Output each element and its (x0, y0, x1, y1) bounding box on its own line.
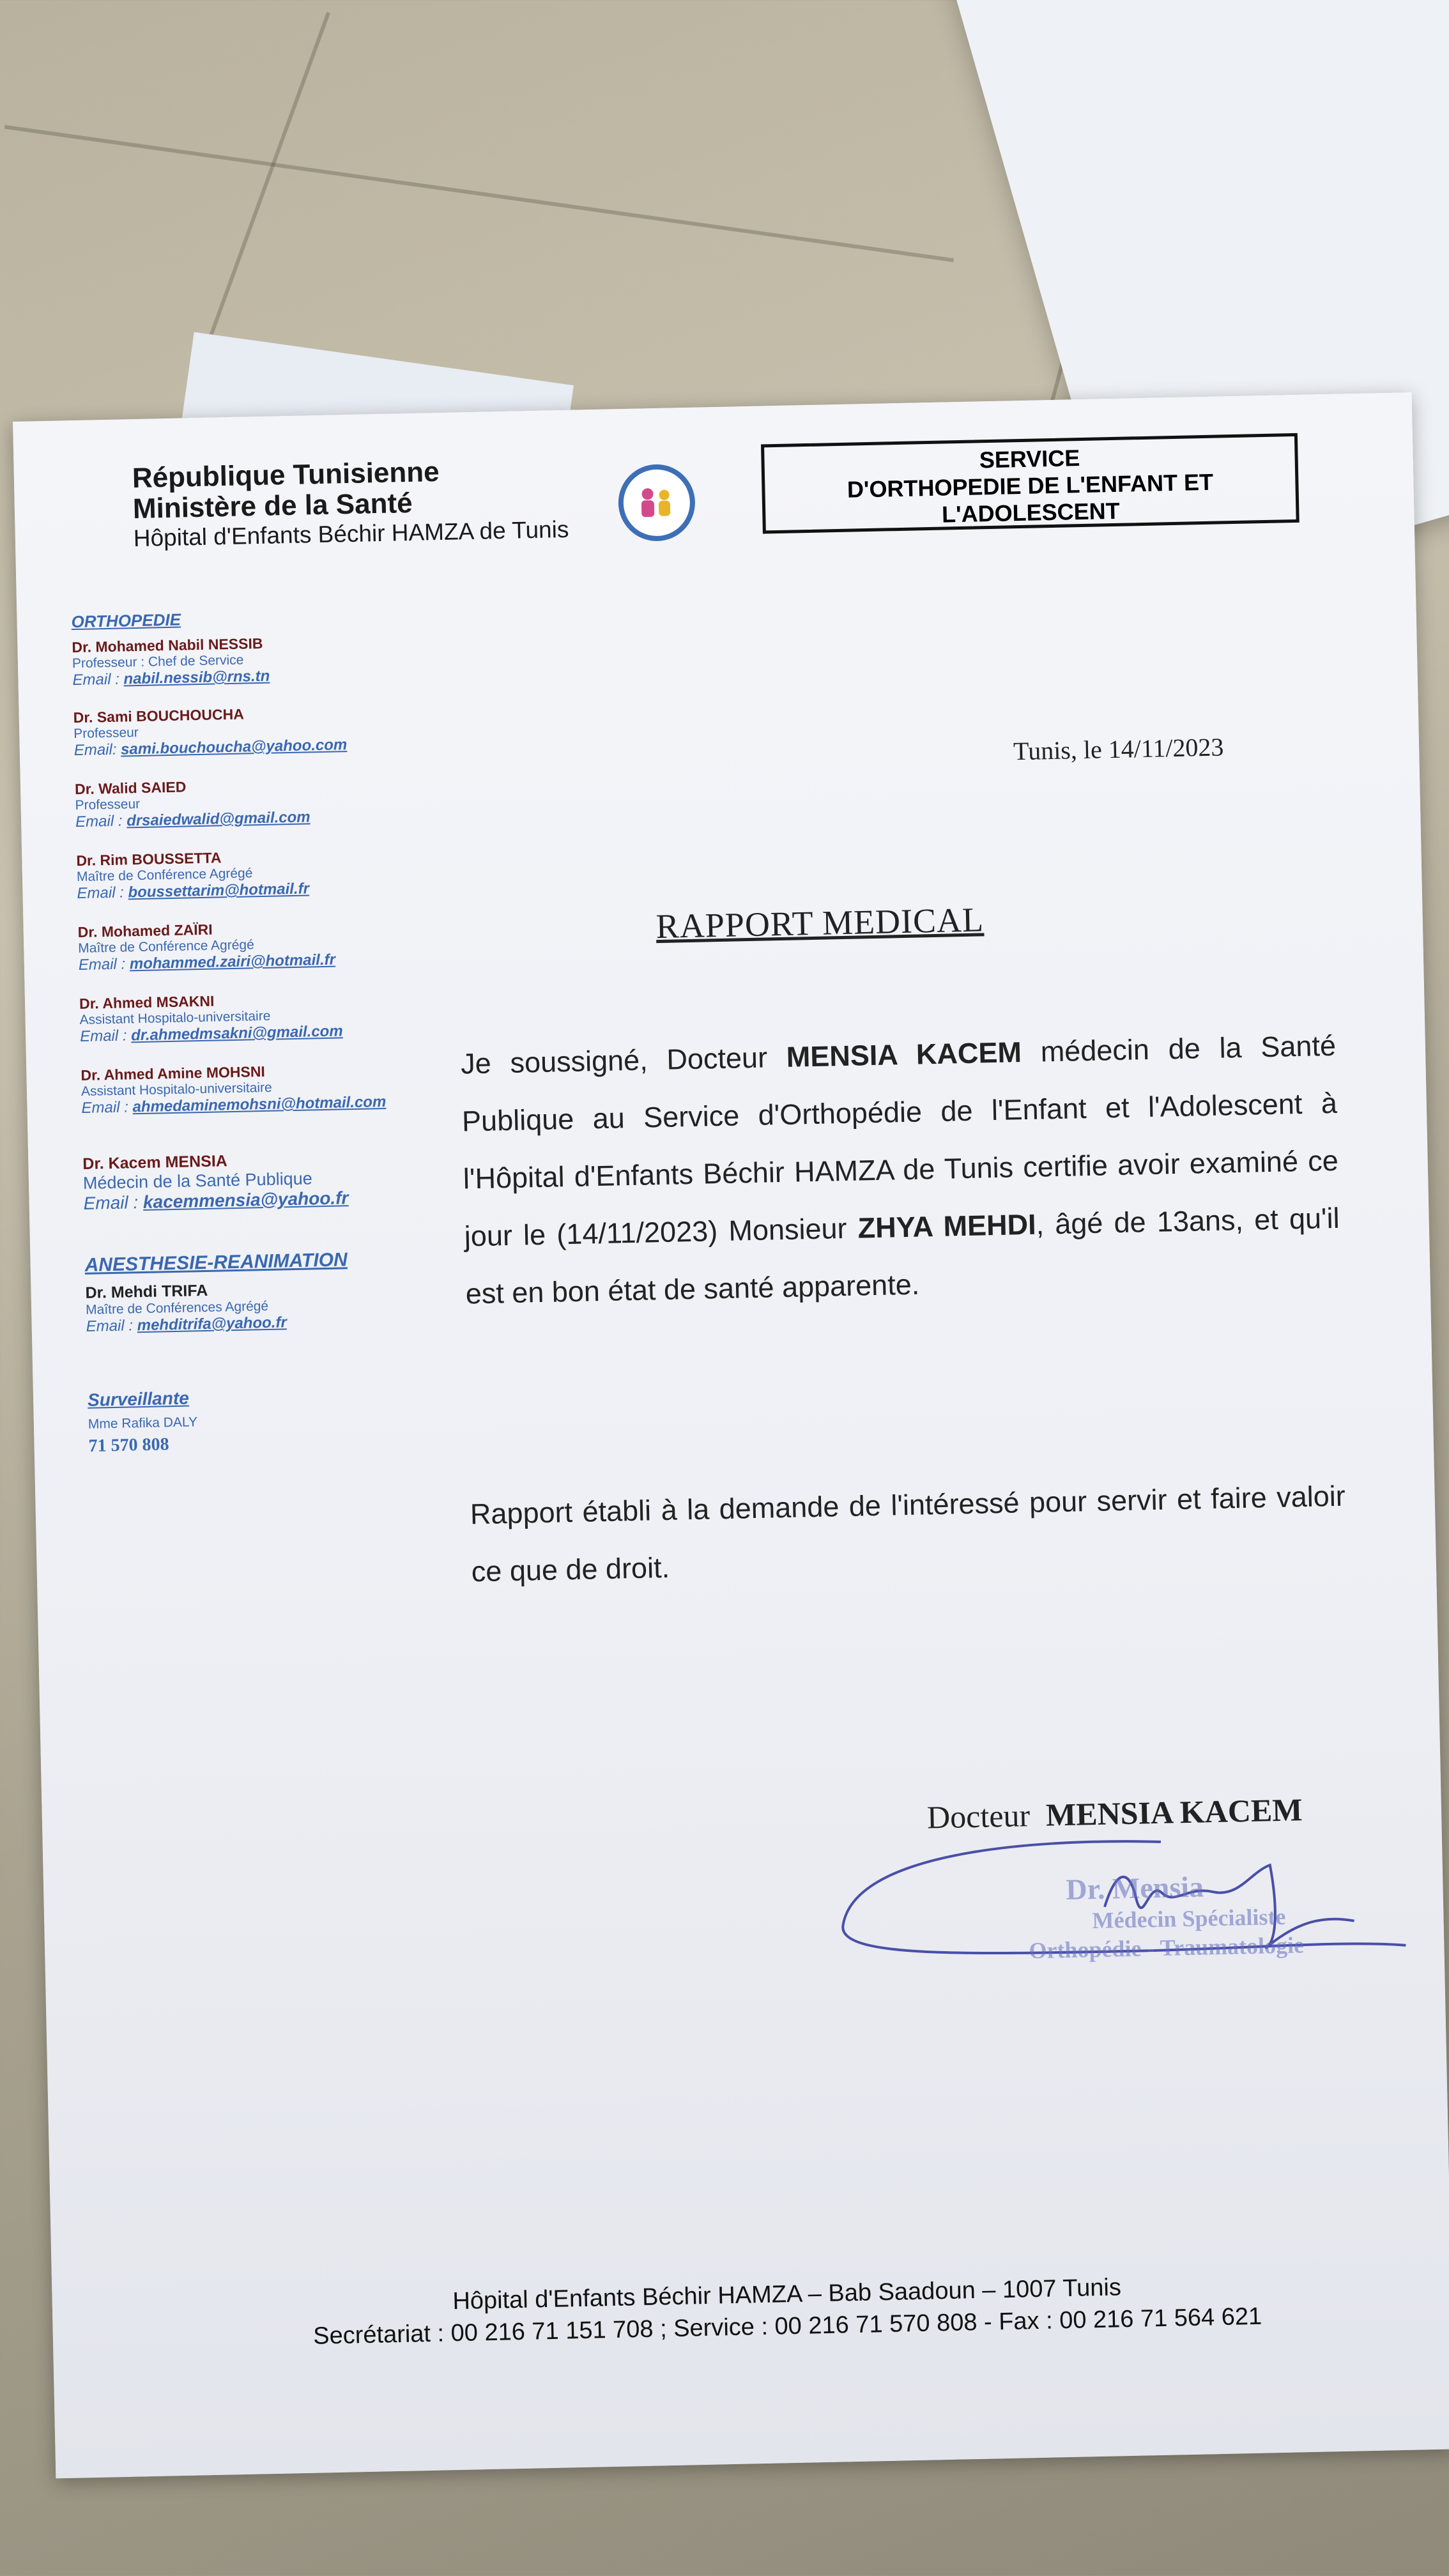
doctor-entry (72, 635, 270, 689)
section-anesthesie: ANESTHESIE-REANIMATION (84, 1249, 348, 1276)
doctor-role: Professeur : Chef de Service (72, 652, 244, 671)
doctor-role: Assistant Hospitalo-universitaire (79, 1008, 271, 1028)
doctor-name: Dr. Walid SAIED (74, 778, 187, 798)
doctor-email[interactable]: kacemmensia@yahoo.fr (142, 1188, 349, 1212)
service-line: D'ORTHOPEDIE DE L'ENFANT ET (847, 468, 1214, 503)
doctor-role: Professeur (73, 724, 139, 742)
report-text: , âgé de 13ans, et qu'il est en bon état de santé apparente. (465, 1201, 1340, 1310)
surveillante-phone: 71 570 808 (88, 1434, 169, 1456)
doctor-entry (79, 990, 343, 1046)
doctor-name: Dr. Mehdi TRIFA (85, 1281, 208, 1302)
section-orthopedie: ORTHOPEDIE (71, 610, 181, 632)
doctor-email[interactable]: mohammed.zairi@hotmail.fr (129, 951, 336, 973)
medical-report-page (13, 392, 1449, 2478)
doctor-entry (77, 919, 335, 974)
footer-phones: Secrétariat : 00 216 71 151 708 ; Service : 00 216 71 570 808 - Fax : 00 216 71 564 621 (312, 2303, 1262, 2350)
doctor-name: Dr. Ahmed MSAKNI (79, 992, 215, 1013)
doctor-role: Maître de Conférences Agrégé (85, 1298, 269, 1317)
doctor-role: Médecin de la Santé Publique (82, 1169, 312, 1193)
doctor-role: Assistant Hospitalo-universitaire (80, 1080, 272, 1099)
report-title: RAPPORT MEDICAL (656, 900, 985, 946)
doctor-entry (75, 776, 310, 831)
doctor-entry (80, 1061, 386, 1117)
signature-name: MENSIA KACEM (1045, 1791, 1303, 1833)
stamp-line: Médecin Spécialiste (1092, 1903, 1286, 1934)
email-label: Email : (75, 812, 123, 831)
email-label: Email : (72, 670, 120, 689)
doctor-email[interactable]: drsaiedwalid@gmail.com (126, 808, 310, 830)
doctor-role: Maître de Conférence Agrégé (78, 937, 254, 956)
doctor-name: Dr. Mohamed Nabil NESSIB (72, 634, 263, 656)
doctor-role: Professeur (75, 796, 141, 813)
email-label: Email : (79, 1027, 127, 1046)
doctor-name: Dr. Mohamed ZAÏRI (77, 921, 213, 941)
header-hospital: Hôpital d'Enfants Béchir HAMZA de Tunis (133, 516, 569, 552)
doctor-entry (85, 1280, 287, 1336)
doctor-name: Dr. Ahmed Amine MOHSNI (80, 1062, 266, 1084)
header-country: République Tunisienne (132, 456, 440, 494)
header-ministry: Ministère de la Santé (132, 487, 413, 525)
doctor-email[interactable]: mehditrifa@yahoo.fr (137, 1314, 288, 1335)
doctor-name: Dr. Sami BOUCHOUCHA (73, 705, 245, 726)
hospital-logo-icon (618, 464, 696, 542)
doctor-entry (82, 1149, 349, 1214)
signature-prefix: Docteur (926, 1797, 1031, 1836)
report-text: médecin de la Santé Publique au Service d'Orthopédie de l'Enfant et l'Adolescent à l'Hôpital d'Enfants Béchir HAMZA de Tunis certifie avoir examiné ce jour le (14/11/2023) Monsieur (461, 1029, 1339, 1253)
doctor-entry (73, 703, 347, 760)
stamp-line: Orthopédie - Traumatologie (1029, 1932, 1305, 1964)
email-label: Email : (81, 1098, 129, 1117)
doctor-email[interactable]: ahmedaminemohsni@hotmail.com (132, 1093, 387, 1116)
report-paragraph-2: Rapport établi à la demande de l'intéressé pour servir et faire valoir ce que de droit. (470, 1479, 1346, 1588)
floor-tile-line (4, 125, 954, 263)
email-label: Email : (78, 955, 126, 974)
report-text: Je soussigné, Docteur (460, 1040, 787, 1080)
report-patient-name: ZHYA MEHDI (857, 1208, 1037, 1245)
service-line: SERVICE (979, 445, 1080, 473)
email-label: Email : (86, 1317, 134, 1335)
footer-address: Hôpital d'Enfants Béchir HAMZA – Bab Saadoun – 1007 Tunis (452, 2274, 1122, 2315)
service-line: L'ADOLESCENT (941, 497, 1121, 528)
report-paragraph-1 (460, 1017, 1341, 1323)
doctor-email[interactable]: boussettarim@hotmail.fr (128, 880, 310, 901)
email-label: Email : (77, 884, 125, 903)
report-doctor-name: MENSIA KACEM (786, 1036, 1022, 1073)
doctor-email[interactable]: sami.bouchoucha@yahoo.com (120, 736, 348, 758)
report-date: Tunis, le 14/11/2023 (1013, 732, 1224, 766)
stamp-line: Dr. Mensia (1065, 1870, 1204, 1906)
service-box (761, 433, 1300, 534)
doctor-entry (76, 847, 309, 903)
doctor-role: Maître de Conférence Agrégé (76, 866, 253, 885)
email-label: Email: (73, 740, 117, 760)
doctor-email[interactable]: nabil.nessib@rns.tn (123, 667, 270, 688)
doctor-name: Dr. Rim BOUSSETTA (76, 849, 222, 870)
section-surveillante: Surveillante (87, 1388, 190, 1410)
email-label: Email : (83, 1192, 139, 1213)
doctor-email[interactable]: dr.ahmedmsakni@gmail.com (130, 1022, 343, 1045)
doctor-name: Dr. Kacem MENSIA (82, 1152, 228, 1173)
surveillante-name: Mme Rafika DALY (88, 1414, 198, 1432)
